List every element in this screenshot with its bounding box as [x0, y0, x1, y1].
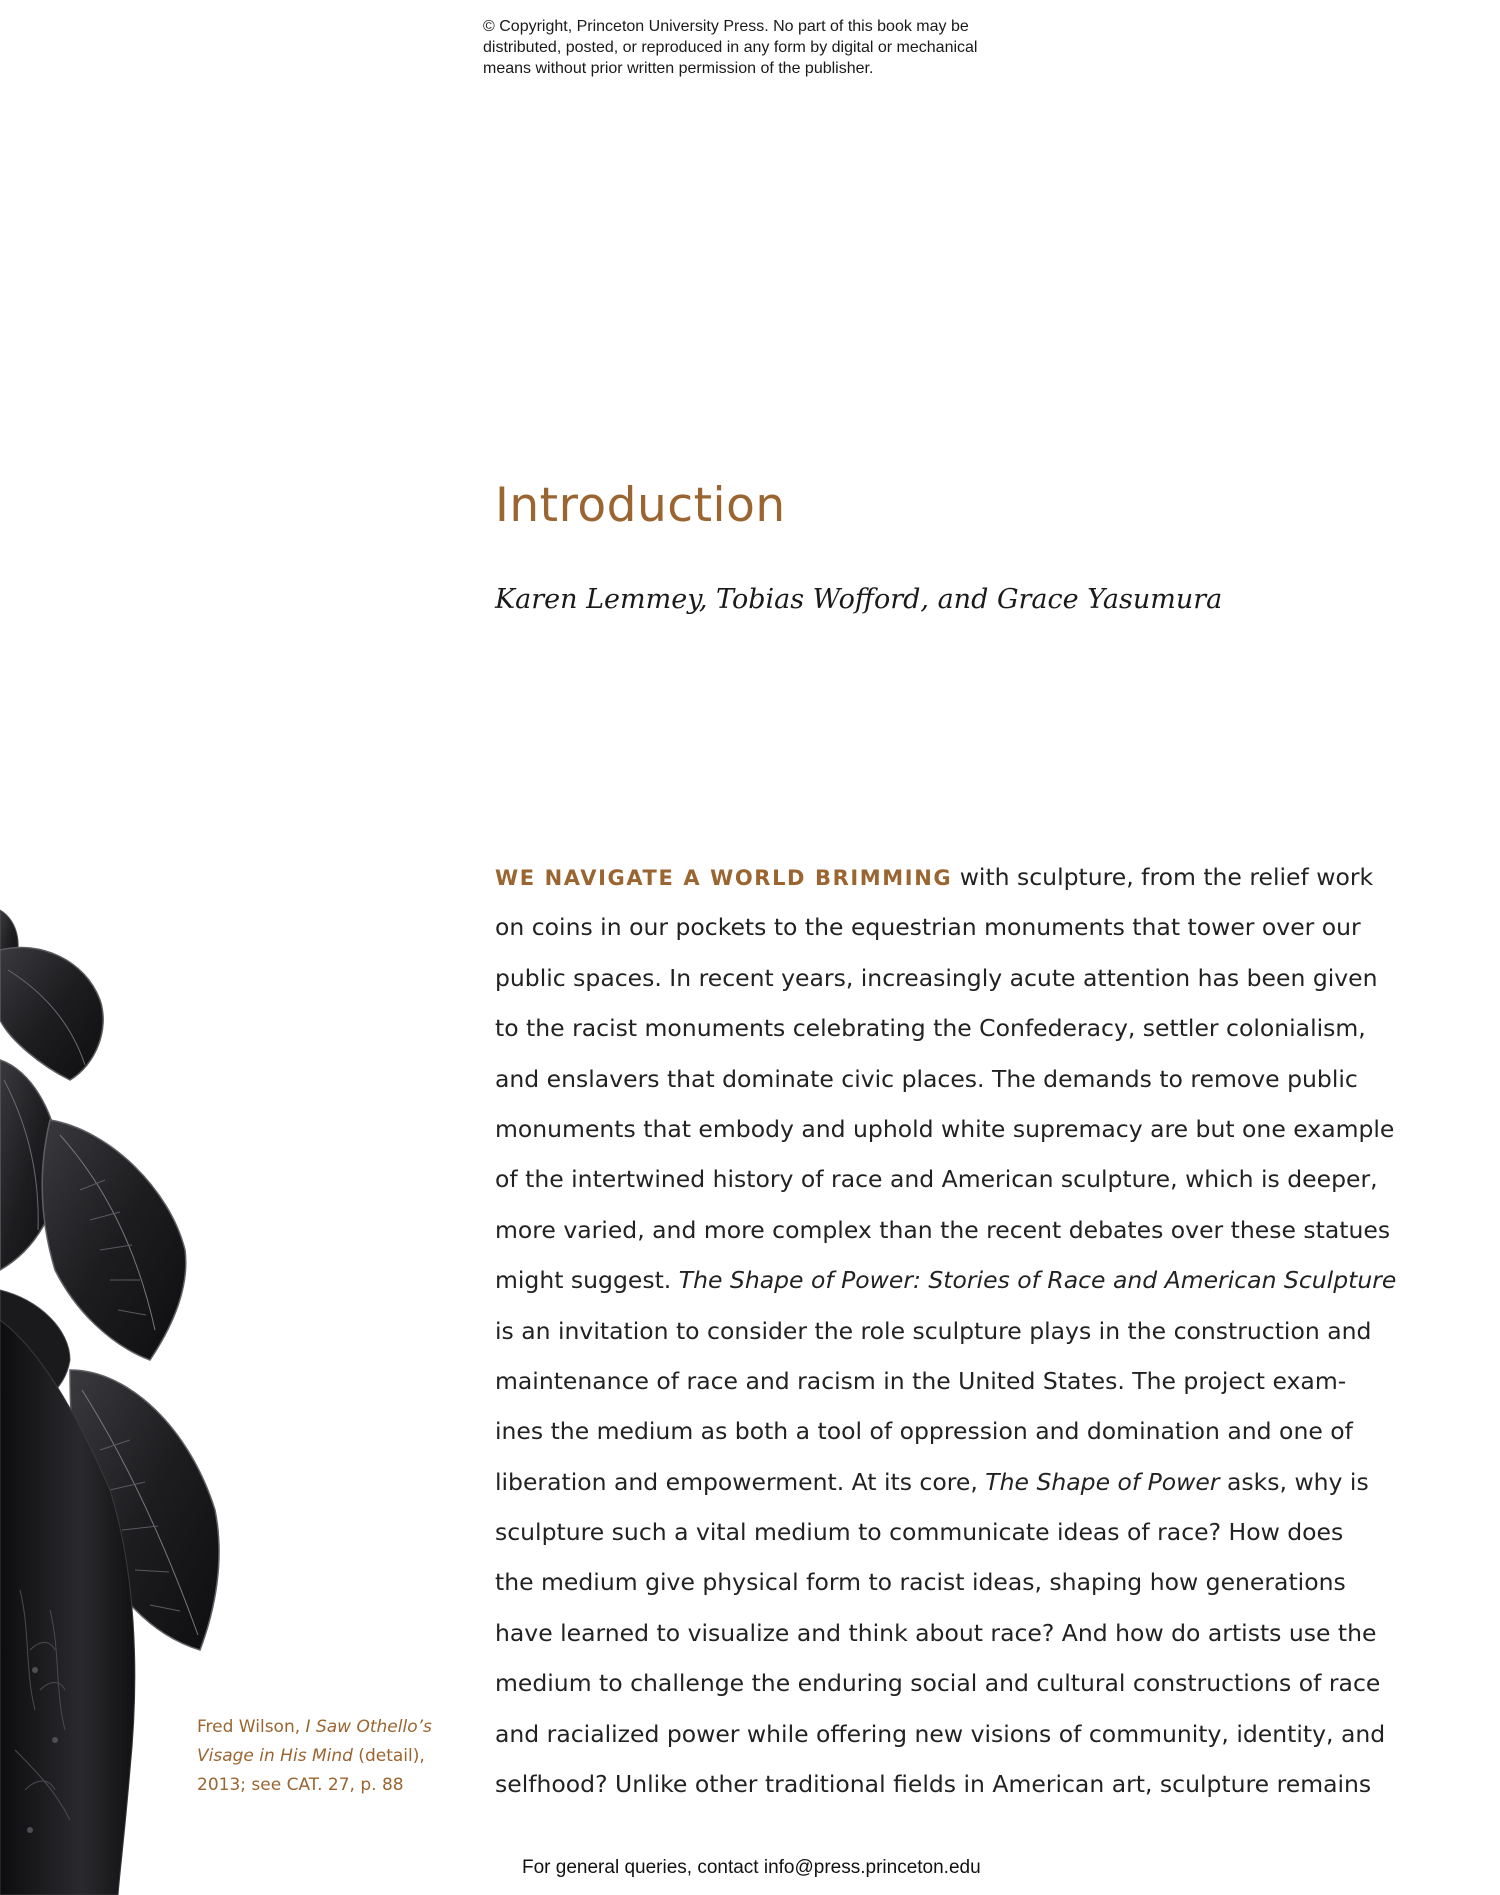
- chapter-title: Introduction: [495, 478, 786, 533]
- text-line: of the intertwined history of race and American sculpture, which is deeper,: [495, 1165, 1378, 1194]
- sculpture-leaf: [42, 1120, 186, 1360]
- caption-text: Fred Wilson,: [197, 1717, 306, 1737]
- text-span: might suggest.: [495, 1266, 679, 1295]
- copyright-notice: [483, 16, 1043, 79]
- artwork-title-italic: I Saw Othello’s: [305, 1717, 432, 1737]
- footer-contact: For general queries, contact info@press.princeton.edu: [522, 1857, 981, 1878]
- text-span: with sculpture, from the relief work: [952, 863, 1374, 891]
- text-line: and enslavers that dominate civic places. The demands to remove public: [495, 1064, 1358, 1093]
- book-title-italic: The Shape of Power: [985, 1467, 1220, 1496]
- lead-in-text: WE NAVIGATE A WORLD BRIMMING: [495, 866, 953, 890]
- text-line: [495, 1260, 1397, 1310]
- copyright-line: distributed, posted, or reproduced in any form by digital or mechanical: [483, 39, 978, 56]
- caption-line: 2013; see CAT. 27, p. 88: [197, 1775, 404, 1795]
- caption-text: (detail),: [352, 1746, 425, 1766]
- artwork-title-italic: Visage in His Mind: [197, 1746, 353, 1766]
- book-title-italic: The Shape of Power: Stories of Race and American Sculpture: [678, 1266, 1397, 1295]
- caption-line: [197, 1713, 432, 1742]
- text-line: selfhood? Unlike other traditional fields in American art, sculpture remains: [495, 1770, 1372, 1799]
- text-line: and racialized power while offering new visions of community, identity, and: [495, 1719, 1386, 1748]
- text-line: monuments that embody and uphold white supremacy are but one example: [495, 1114, 1395, 1143]
- text-line: ines the medium as both a tool of oppression and domination and one of: [495, 1417, 1353, 1446]
- text-line: medium to challenge the enduring social and cultural constructions of race: [495, 1669, 1381, 1698]
- text-line: maintenance of race and racism in the United States. The project exam-: [495, 1366, 1347, 1395]
- text-line: on coins in our pockets to the equestrian monuments that tower over our: [495, 913, 1361, 942]
- caption-line: [197, 1742, 432, 1771]
- text-line: more varied, and more complex than the recent debates over these statues: [495, 1215, 1391, 1244]
- text-line: is an invitation to consider the role sculpture plays in the construction and: [495, 1316, 1372, 1345]
- body-text: [495, 857, 1397, 1814]
- text-line: have learned to visualize and think about race? And how do artists use the: [495, 1618, 1377, 1647]
- text-line: [495, 857, 1374, 907]
- image-caption: [197, 1713, 432, 1800]
- text-line: public spaces. In recent years, increasingly acute attention has been given: [495, 963, 1378, 992]
- text-line: to the racist monuments celebrating the Confederacy, settler colonialism,: [495, 1014, 1366, 1043]
- text-line: the medium give physical form to racist ideas, shaping how generations: [495, 1568, 1346, 1597]
- text-span: liberation and empowerment. At its core,: [495, 1467, 986, 1496]
- copyright-line: © Copyright, Princeton University Press. No part of this book may be: [483, 18, 969, 35]
- text-span: asks, why is: [1219, 1467, 1369, 1496]
- chapter-authors: Karen Lemmey, Tobias Wofford, and Grace Yasumura: [495, 584, 1223, 615]
- copyright-line: means without prior written permission of the publisher.: [483, 60, 874, 77]
- text-line: [495, 1462, 1369, 1512]
- sculpture-leaf: [0, 947, 103, 1080]
- text-line: sculpture such a vital medium to communicate ideas of race? How does: [495, 1518, 1344, 1547]
